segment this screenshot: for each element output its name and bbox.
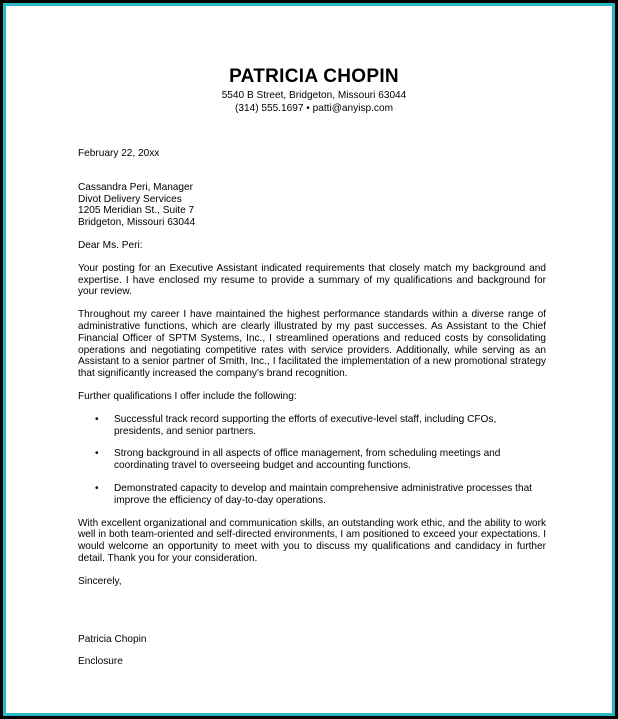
recipient-line: 1205 Meridian St., Suite 7 — [78, 205, 195, 217]
bullet-icon: • — [95, 482, 99, 494]
body-paragraph-closing: With excellent organizational and communication skills, an outstanding work ethic, and the ability to work well in both team-oriented and self-directed environments, I am positioned to exceed your expectations. I would welcome an opportunity to meet with you to discuss my qualifications and candidacy in further detail. Thank you for your consideration. — [78, 517, 546, 564]
list-item-text: Strong background in all aspects of office management, from scheduling meetings and coordinating travel to overseeing budget and accounting functions. — [114, 448, 501, 472]
letter-date: February 22, 20xx — [78, 148, 160, 159]
sender-address: 5540 B Street, Bridgeton, Missouri 63044 — [221, 90, 407, 101]
list-item — [78, 414, 546, 438]
recipient-line: Divot Delivery Services — [78, 193, 182, 205]
list-item — [78, 483, 546, 507]
sender-contact: (314) 555.1697 • patti@anyisp.com — [235, 103, 393, 114]
cover-letter — [78, 66, 546, 668]
body-paragraph-career: Throughout my career I have maintained the highest performance standards within a diverse range of administrative functions, which are clearly illustrated by my past successes. As Assistant to the Chief Financial Officer of SPTM Systems, Inc., I streamlined operations and reduced costs by consolidating operations and negotiating competitive rates with service providers. Additionally, while serving as an Assistant to a senior partner of Smith, Inc., I facilitated the implementation of a new promotional strategy that significantly increased the company's brand recognition. — [78, 309, 546, 380]
list-item-text: Successful track record supporting the efforts of executive-level staff, including CFOs, presidents, and senior partners. — [114, 413, 497, 437]
body-paragraph-intro: Your posting for an Executive Assistant indicated requirements that closely match my background and expertise. I have enclosed my resume to provide a summary of my qualifications and background for your review. — [78, 262, 546, 298]
recipient-line: Cassandra Peri, Manager — [78, 181, 194, 193]
bullet-icon: • — [95, 413, 99, 425]
recipient-line: Bridgeton, Missouri 63044 — [78, 217, 196, 229]
salutation: Dear Ms. Peri: — [78, 239, 143, 251]
signer-name: Patricia Chopin — [78, 633, 147, 645]
enclosure-note: Enclosure — [78, 656, 123, 668]
bullet-icon: • — [95, 448, 99, 460]
sender-name: PATRICIA CHOPIN — [229, 66, 399, 87]
list-item-text: Demonstrated capacity to develop and maintain comprehensive administrative processes that improve the efficiency of day-to-day operations. — [114, 482, 532, 506]
letterhead — [82, 66, 546, 115]
list-item — [78, 448, 546, 472]
qualifications-list — [78, 414, 546, 507]
body-paragraph-qualifications: Further qualifications I offer include the following: — [78, 390, 297, 402]
recipient-block — [78, 182, 546, 229]
complimentary-close: Sincerely, — [78, 575, 122, 587]
